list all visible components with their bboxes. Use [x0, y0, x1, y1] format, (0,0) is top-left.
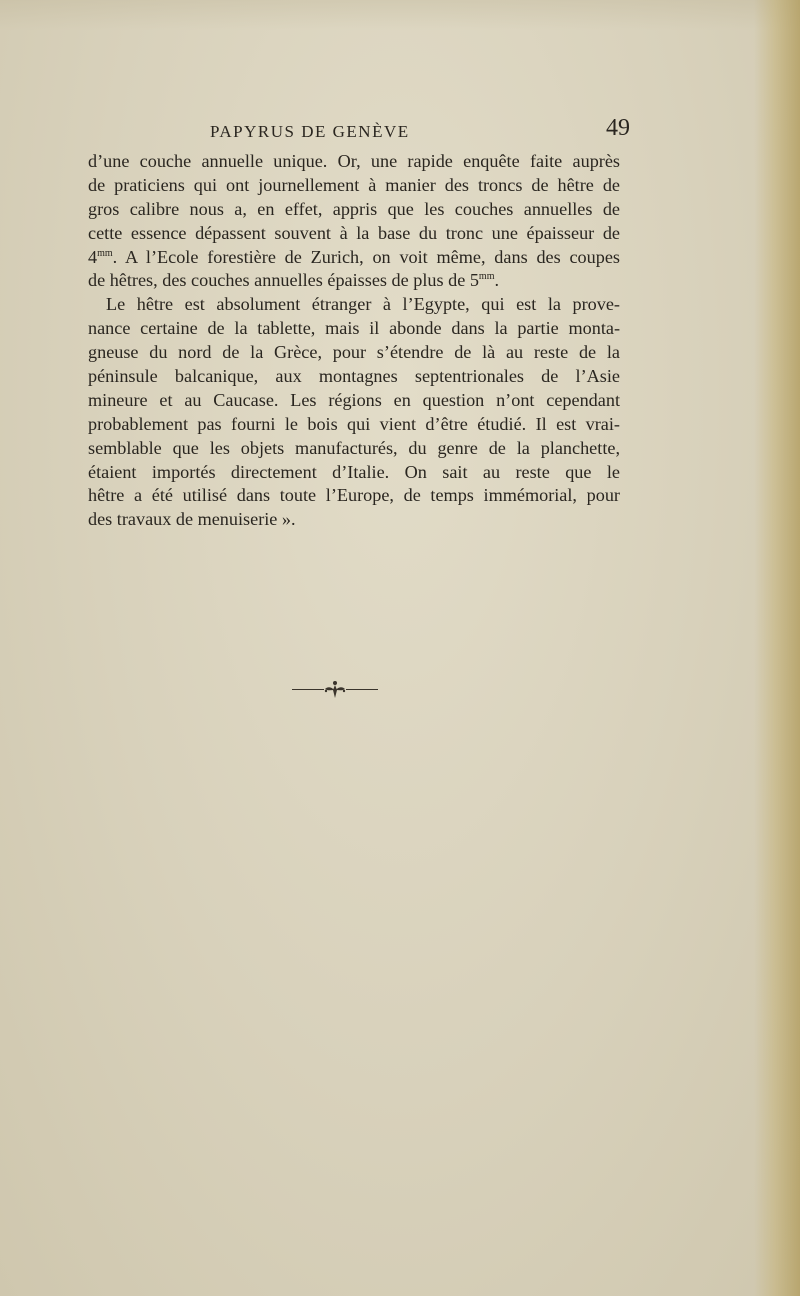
text-line: probablement pas fourni le bois qui vient d’être étudié. Il est vrai- [88, 413, 620, 434]
ornament-rule-right [346, 689, 378, 690]
body-text [88, 150, 620, 532]
page-top-shadow [0, 0, 800, 30]
text-line: étaient importés directement d’Italie. On sait au reste que le [88, 461, 620, 482]
text-line: nance certaine de la tablette, mais il abonde dans la partie monta- [88, 318, 620, 339]
running-head [170, 115, 630, 148]
text-line: cette essence dépassent souvent à la base du tronc une épaisseur de [88, 222, 620, 243]
page-edge-stain [754, 0, 800, 1296]
page-number: 49 [606, 115, 630, 141]
text-line: semblable que les objets manufacturés, du genre de la planchette, [88, 437, 620, 458]
text-line: d’une couche annuelle unique. Or, une rapide enquête faite auprès [88, 151, 620, 171]
text-line: des travaux de menuiserie ». [88, 509, 296, 530]
text-line: péninsule balcanique, aux montagnes septentrionales de l’Asie [88, 366, 620, 387]
text-line: $4^{mm}$. A l’Ecole forestière de Zurich, on voit même, dans des coupes [88, 246, 620, 267]
ornament-rule-left [292, 689, 324, 690]
text-line: Le hêtre est absolument étranger à l’Egypte, qui est la prove- [106, 294, 620, 315]
text-line: hêtre a été utilisé dans toute l’Europe, de temps immémorial, pour [88, 485, 620, 506]
text-line: mineure et au Caucase. Les régions en question n’ont cependant [88, 389, 620, 410]
text-line: gros calibre nous a, en effet, appris que les couches annuelles de [88, 198, 620, 219]
running-head-title: PAPYRUS DE GENÈVE [210, 122, 410, 141]
section-ornament [292, 680, 378, 700]
fleuron-icon [323, 680, 347, 700]
text-line: de hêtres, des couches annuelles épaisses de plus de $5^{mm}$. [88, 270, 500, 291]
text-line: de praticiens qui ont journellement à manier des troncs de hêtre de [88, 174, 620, 195]
text-line: gneuse du nord de la Grèce, pour s’étendre de là au reste de la [88, 342, 620, 363]
